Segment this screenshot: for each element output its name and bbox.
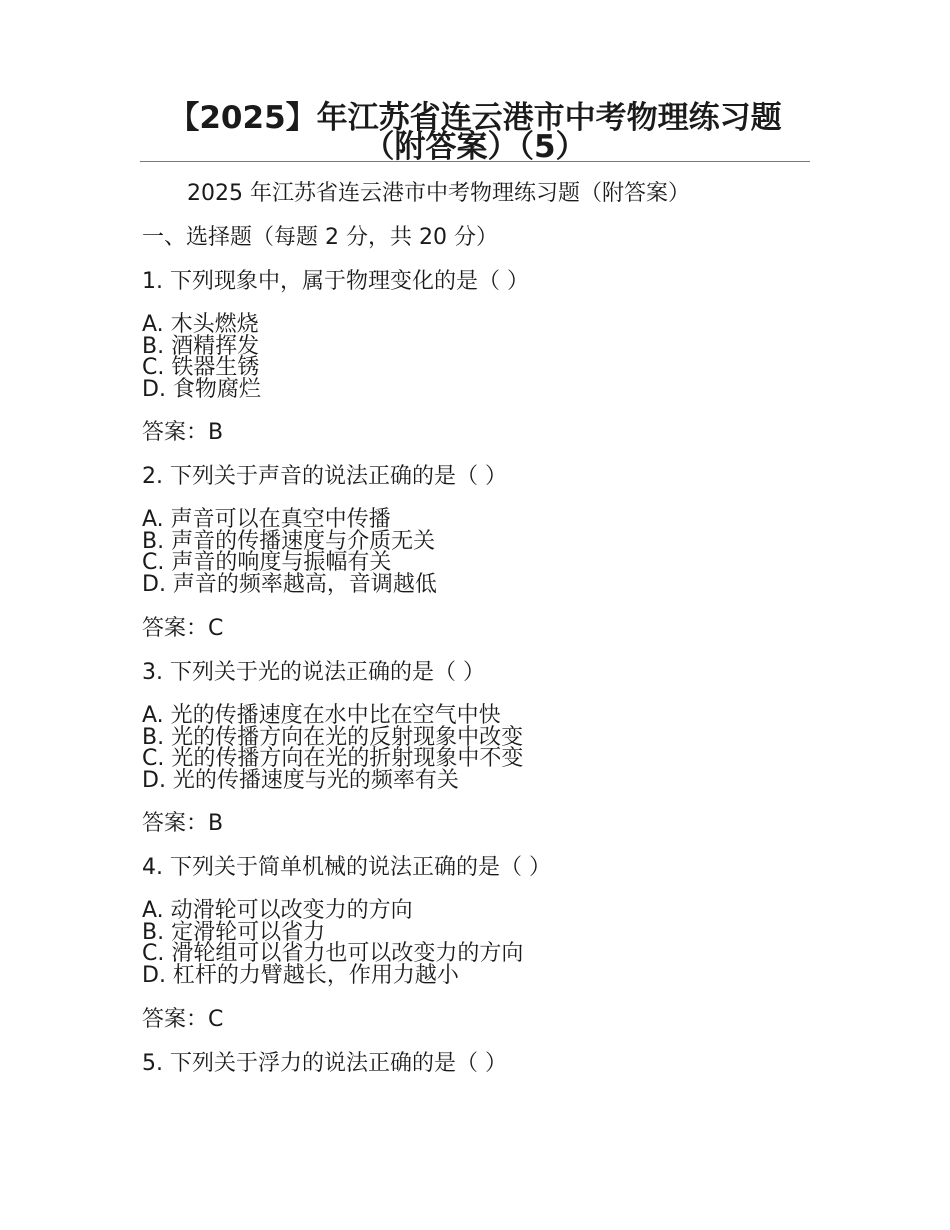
question-stem-5: 5. 下列关于浮力的说法正确的是（ ） — [142, 1051, 507, 1076]
option-c: C. 声音的响度与振幅有关 — [142, 550, 392, 575]
answer-1: 答案：B — [142, 420, 224, 445]
option-c: C. 滑轮组可以省力也可以改变力的方向 — [142, 941, 524, 966]
answer-4: 答案：C — [142, 1007, 224, 1032]
answer-2: 答案：C — [142, 616, 224, 641]
option-d: D. 光的传播速度与光的频率有关 — [142, 767, 459, 793]
option-b: B. 定滑轮可以省力 — [142, 919, 326, 945]
section-heading: 一、选择题（每题 2 分，共 20 分） — [142, 225, 498, 250]
question-stem-3: 3. 下列关于光的说法正确的是（ ） — [142, 660, 485, 685]
question-stem-4: 4. 下列关于简单机械的说法正确的是（ ） — [142, 855, 551, 880]
option-a: A. 声音可以在真空中传播 — [142, 507, 391, 532]
option-a: A. 动滑轮可以改变力的方向 — [142, 898, 413, 923]
option-c: C. 光的传播方向在光的折射现象中不变 — [142, 746, 524, 771]
question-stem-2: 2. 下列关于声音的说法正确的是（ ） — [142, 464, 507, 489]
question-options-4 — [142, 900, 523, 986]
question-stem-1: 1. 下列现象中，属于物理变化的是（ ） — [142, 269, 529, 294]
option-b: B. 光的传播方向在光的反射现象中改变 — [142, 724, 524, 750]
option-b: B. 酒精挥发 — [142, 333, 260, 359]
title-divider — [140, 161, 810, 162]
document-title: 【2025】年江苏省连云港市中考物理练习题（附答案）（5） — [168, 100, 782, 165]
question-options-1 — [142, 314, 261, 400]
option-d: D. 声音的频率越高，音调越低 — [142, 571, 437, 597]
document-subtitle: 2025 年江苏省连云港市中考物理练习题（附答案） — [187, 181, 690, 206]
question-options-2 — [142, 509, 437, 595]
option-a: A. 木头燃烧 — [142, 312, 259, 337]
option-c: C. 铁器生锈 — [142, 355, 260, 380]
answer-3: 答案：B — [142, 811, 224, 836]
option-b: B. 声音的传播速度与介质无关 — [142, 528, 436, 554]
option-d: D. 杠杆的力臂越长，作用力越小 — [142, 962, 459, 988]
question-options-3 — [142, 705, 523, 791]
option-a: A. 光的传播速度在水中比在空气中快 — [142, 703, 501, 728]
option-d: D. 食物腐烂 — [142, 376, 261, 402]
